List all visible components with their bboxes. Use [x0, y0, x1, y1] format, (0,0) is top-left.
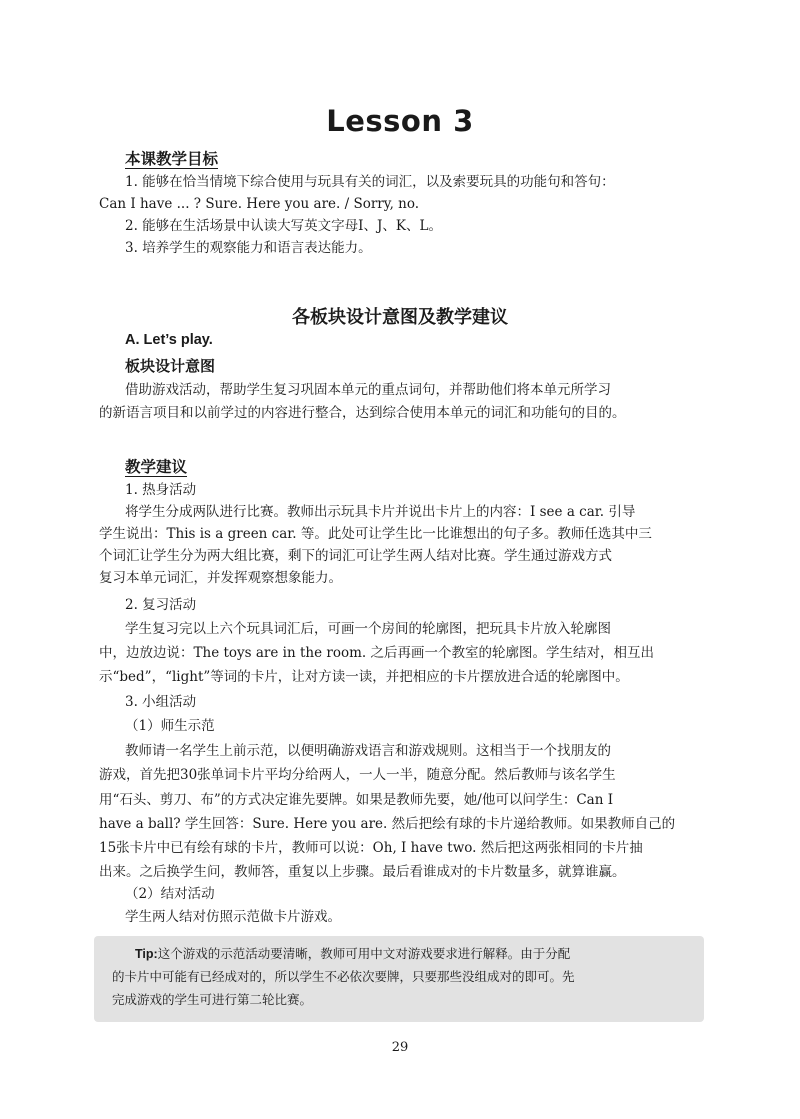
tip-label: Tip: — [135, 947, 158, 961]
objective-line-2: Can I have ... ? Sure. Here you are. / Sorry, no. — [99, 196, 420, 212]
objective-line-3: 2. 能够在生活场景中认读大写英文字母I、J、K、L。 — [125, 218, 442, 234]
advice-line-5: 复习本单元词汇，并发挥观察想象能力。 — [99, 570, 342, 586]
advice-line-2: 将学生分成两队进行比赛。教师出示玩具卡片并说出卡片上的内容：I see a car. 引导 — [125, 504, 636, 520]
advice-line-7: 学生复习完以上六个玩具词汇后，可画一个房间的轮廓图，把玩具卡片放入轮廓图 — [125, 621, 611, 637]
intent-line-1: 借助游戏活动，帮助学生复习巩固本单元的重点词句，并帮助他们将本单元所学习 — [125, 382, 611, 398]
advice-line-11: （1）师生示范 — [125, 718, 215, 734]
objectives-heading: 本课教学目标 — [125, 150, 219, 168]
objective-line-4: 3. 培养学生的观察能力和语言表达能力。 — [125, 240, 372, 256]
advice-line-17: 出来。之后换学生问，教师答，重复以上步骤。最后看谁成对的卡片数量多，就算谁赢。 — [99, 864, 626, 880]
advice-line-16: 15张卡片中已有绘有球的卡片，教师可以说：Oh, I have two. 然后把这两张相同的卡片抽 — [99, 840, 643, 856]
advice-line-19: 学生两人结对仿照示范做卡片游戏。 — [125, 909, 341, 925]
advice-line-1: 1. 热身活动 — [125, 482, 197, 498]
intent-heading: 板块设计意图 — [125, 357, 216, 375]
advice-line-4: 个词汇让学生分为两大组比赛，剩下的词汇可让学生两人结对比赛。学生通过游戏方式 — [99, 548, 612, 564]
part-a-heading: A. Let’s play. — [125, 332, 213, 348]
advice-line-13: 游戏，首先把30张单词卡片平均分给两人，一人一半，随意分配。然后教师与该名学生 — [99, 767, 616, 783]
tip-line-2: 的卡片中可能有已经成对的，所以学生不必依次要牌，只要那些没组成对的即可。先 — [112, 969, 575, 984]
intent-line-2: 的新语言项目和以前学过的内容进行整合，达到综合使用本单元的词汇和功能句的目的。 — [99, 405, 626, 421]
page-number: 29 — [391, 1040, 409, 1055]
advice-line-12: 教师请一名学生上前示范，以便明确游戏语言和游戏规则。这相当于一个找朋友的 — [125, 743, 611, 759]
advice-line-3: 学生说出：This is a green car. 等。此处可让学生比一比谁想出的句子多。教师任选其中三 — [99, 526, 652, 542]
objective-line-1: 1. 能够在恰当情境下综合使用与玩具有关的词汇，以及索要玩具的功能句和答句： — [125, 174, 615, 190]
lesson-title: Lesson 3 — [326, 104, 474, 138]
advice-heading: 教学建议 — [125, 458, 188, 476]
advice-line-15: have a ball? 学生回答：Sure. Here you are. 然后把绘有球的卡片递给教师。如果教师自己的 — [99, 816, 676, 832]
advice-line-14: 用“石头、剪刀、布”的方式决定谁先要牌。如果是教师先要，她/他可以问学生：Can I — [99, 792, 614, 808]
tip-line-3: 完成游戏的学生可进行第二轮比赛。 — [112, 992, 313, 1007]
tip-line-1 — [135, 944, 715, 964]
advice-line-18: （2）结对活动 — [125, 886, 215, 902]
advice-line-6: 2. 复习活动 — [125, 597, 197, 613]
section-title: 各板块设计意图及教学建议 — [292, 307, 508, 328]
advice-line-9: 示“bed”，“light”等词的卡片，让对方读一读，并把相应的卡片摆放进合适的轮廓图中。 — [99, 669, 629, 685]
advice-line-10: 3. 小组活动 — [125, 694, 197, 710]
advice-line-8: 中，边放边说：The toys are in the room. 之后再画一个教室的轮廓图。学生结对，相互出 — [99, 645, 654, 661]
tip-text-1: 这个游戏的示范活动要清晰，教师可用中文对游戏要求进行解释。由于分配 — [157, 946, 571, 961]
